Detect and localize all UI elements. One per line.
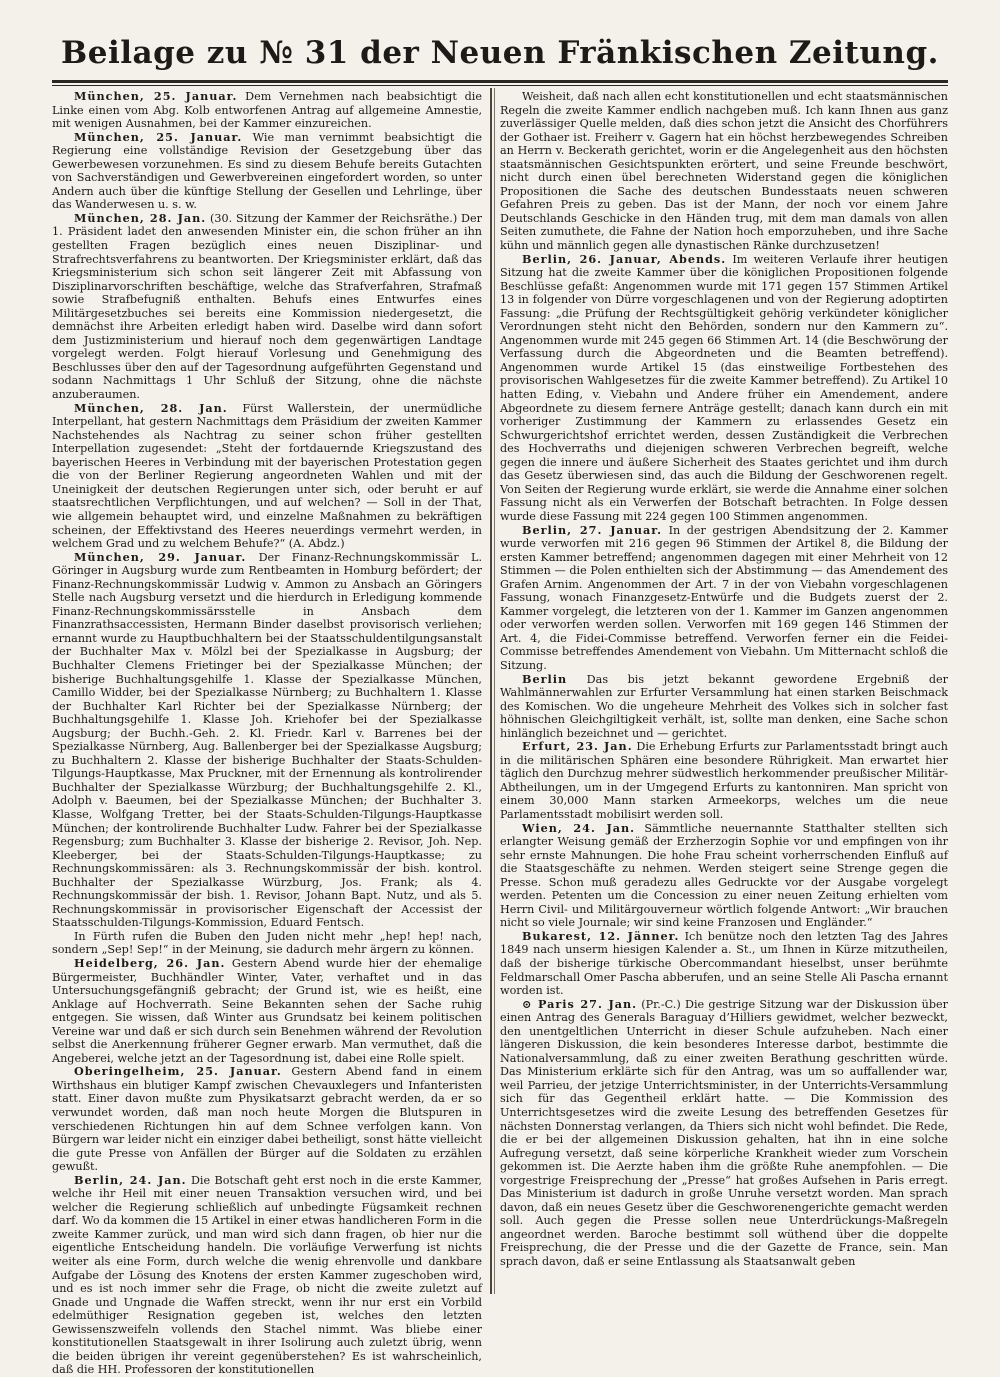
article-text: Ich benütze noch den letzten Tag des Jahres 1849 nach unserm hiesigen Kalender a. St., um Ihnen in Kürze mitzutheilen, daß der bisherige türkische Obercommandant hieselbst, unser berühmte Feldmarschall Omer Pascha abberufen, und an seine Stelle Ali Pascha ernannt worden ist. xyxy=(500,929,949,998)
article-paragraph xyxy=(500,998,948,1269)
article-paragraph xyxy=(52,957,482,1065)
dateline: München, 25. Januar. xyxy=(74,129,243,144)
article-paragraph xyxy=(500,740,948,821)
article-text: Gestern Abend wurde hier der ehemalige Bürgermeister, Buchhändler Winter, Vater, verhaftet und in das Untersuchungsgefängniß gebracht; der Grund ist, wie es heißt, eine Anklage auf Hochverrath. Seine Bekannten sehen der Sache ruhig entgegen. Sie wissen, daß Winter aus Grundsatz bei keinem politischen Vereine war und daß er sich durch sein Benehmen während der Revolution selbst die Anerkennung früherer Gegner erwarb. Man vermuthet, daß die Angeberei, welche jetzt an der Tagesordnung ist, dabei eine Rolle spielt. xyxy=(52,957,482,1065)
article-paragraph xyxy=(52,1174,482,1377)
dateline: Heidelberg, 26. Jan. xyxy=(74,956,226,970)
article-text: Der Finanz-Rechnungskommissär L. Göringer in Augsburg wurde zum Rentbeamten in Homburg befördert; der Finanz-Rechnungskommissär Ludwig v. Ammon zu Ansbach an Göringers Stelle nach Augsburg versetzt und die hierdurch in Erledigung kommende Finanz-Rechnungskommissärsstelle in Ansbach dem Finanzrathsaccessisten, Hermann Binder daselbst provisorisch verliehen; ernannt wurde zu Hauptbuchhaltern bei der Staatsschuldentilgungsanstalt der Buchhalter Max v. Mölzl bei der Spezialkasse in Augsburg; der Buchhalter Clemens Frietinger bei der Spezialkasse München; der bisherige Buchhaltungsgehilfe 1. Klasse der Spezialkasse München, Camillo Widder, bei der Spezialkasse Nürnberg; zu Buchhaltern 1. Klasse der Buchhalter Karl Richter bei der Spezialkasse Nürnberg; der Buchhaltungsgehilfe 1. Klasse Joh. Kriehofer bei der Spezialkasse Augsburg; der Buchh.-Geh. 2. Kl. Friedr. Karl v. Barrenes bei der Spezialkasse Nürnberg, Aug. Ballenberger bei der Spezialkasse Augsburg; zu Buchhaltern 2. Klasse der bisherige Buchhalter der Staats-Schulden-Tilgungs-Hauptkasse, Max Pruckner, mit der Ernennung als kontrolirender Buchhalter der Spezialkasse Würzburg; der Buchhaltungsgehilfe 2. Kl., Adolph v. Baeumen, bei der Spezialkasse München; der Buchhalter 3. Klasse, Wolfgang Tretter, bei der Staats-Schulden-Tilgungs-Hauptkasse München; der kontrolirende Buchhalter Ludw. Fahrer bei der Spezialkasse Regensburg; zum Buchhalter 3. Klasse der bisherige 2. Revisor, Joh. Nep. Kleeberger, bei der Staats-Schulden-Tilgungs-Hauptkasse; zu Rechnungskommissären: als 3. Rechnungskommissär der bish. kontrol. Buchhalter der Spezialkasse Würzburg, Jos. Frank; als 4. Rechnungskommissär der bish. 1. Revisor, Johann Bapt. Nutz, und als 5. Rechnungskommissär in provisorischer Eigenschaft der Accessist der Staatsschulden-Tilgungs-Kommission, Eduard Fentsch. xyxy=(52,550,482,930)
article-text: (Pr.-C.) Die gestrige Sitzung war der Diskussion über einen Antrag des Generals Baraguay d’Hilliers gewidmet, welcher bezweckt, den unentgeltlichen Unterricht in dieser Schule aufzuheben. Nach einer längeren Diskussion, die kein besonderes Interesse darbot, bestimmte die Nationalversammlung, daß zu einer zweiten Berathung geschritten würde. Das Ministerium erklärte sich für den Antrag, was um so auffallender war, weil Parrieu, der jetzige Unterrichtsminister, in der Unterrichts-Versammlung sich für das Gegentheil erklärt hatte. — Die Kommission des Unterrichtsgesetzes wird die zweite Lesung des betreffenden Gesetzes für nächsten Donnerstag verlangen, da Thiers sich nicht wohl befindet. Die Rede, die er bei der allgemeinen Diskussion gehalten, hat ihn in eine solche Aufregung versetzt, daß seine körperliche Krankheit wieder zum Vorschein gekommen ist. Die Aerzte haben ihm die größte Ruhe anempfohlen. — Die vorgestrige Freisprechung der „Presse“ hat großes Aufsehen in Paris erregt. Das Ministerium ist dadurch in große Unruhe versetzt worden. Man sprach davon, daß ein neues Gesetz über die Geschworenengerichte gemacht werden soll. Auch gegen die Presse sollen neue Unterdrückungs-Maßregeln angeordnet werden. Baroche bestimmt soll wüthend über die doppelte Freisprechung, die der Presse und die der Gazette de France, sein. Man sprach davon, daß er seine Entlassung als Staatsanwalt geben xyxy=(500,997,949,1269)
article-paragraph xyxy=(52,90,482,131)
article-text: (30. Sitzung der Kammer der Reichsräthe.) Der 1. Präsident ladet den anwesenden Minister ein, die schon früher an ihn gestellten Fragen bezüglich eines neuen Disziplinar- und Strafrechtsverfahrens zu beantworten. Der Kriegsminister erklärt, daß das Kriegsministerium sich schon seit längerer Zeit mit Abfassung von Disziplinarvorschriften beschäftige, welche das Strafverfahren, Strafmaß sowie Strafbefugniß enthalten. Behufs eines Entwurfes eines Militärgesetzbuches sei bereits eine Kommission niedergesetzt, die demnächst ihre Arbeiten erledigt haben wird. Daselbe wird dann sofort dem Justizministerium und hierauf noch dem gegenwärtigen Landtage vorgelegt werden. Folgt hierauf Vorlesung und Genehmigung des Beschlusses über den auf der Tagesordnung aufgeführten Gegenstand und sodann Nachmittags 1 Uhr Schluß der Sitzung, ohne die nächste anzuberaumen. xyxy=(52,211,482,402)
right-column xyxy=(500,90,948,1290)
article-text: Die Botschaft geht erst noch in die erste Kammer, welche ihr Heil mit einer neuen Transaktion versuchen wird, und bei welcher die Regierung schließlich auf unbedingte Fügsamkeit rechnen darf. Wo da kommen die 15 Artikel in einer etwas handlicheren Form in die zweite Kammer zurück, und man wird sich dann fragen, ob hier nur die eigentliche Entscheidung handeln. Die vorläufige Verwerfung ist nichts weiter als eine Form, durch welche die wenig ehrenvolle und dankbare Aufgabe der Lösung des Knotens der ersten Kammer zugeschoben wird, und es ist noch immer sehr die Frage, ob nicht die zweite zuletzt auf Gnade und Ungnade die Waffen streckt, wenn ihr nur erst ein Vorbild edelmüthiger Resignation gegeben ist, welches den letzten Gewissenszweifeln vollends den Stachel nimmt. Was bliebe einer konstitutionellen Staatsgewalt in ihrer Isolirung auch zuletzt übrig, wenn die beiden übrigen ihr vereint gegenüberstehen? Es ist wahrscheinlich, daß die HH. Professoren der konstitutionellen xyxy=(52,1173,482,1377)
article-paragraph xyxy=(52,212,482,402)
dateline: München, 29. Januar. xyxy=(74,549,247,564)
article-paragraph xyxy=(52,402,482,551)
left-column xyxy=(52,89,482,1377)
article-paragraph xyxy=(500,253,948,524)
dateline: München, 28. Jan. xyxy=(74,400,228,415)
article-text: Dem Vernehmen nach beabsichtigt die Linke einen vom Abg. Kolb entworfenen Antrag auf allgemeine Amnestie, mit wenigen Ausnahmen, bei der Kammer einzureichen. xyxy=(52,90,482,131)
article-text: Weisheit, daß nach allen echt konstitutionellen und echt staatsmännischen Regeln die zweite Kammer endlich nachgeben muß. Ich kann Ihnen aus ganz zuverlässiger Quelle melden, daß dies schon jetzt die Ansicht des Chorführers der Gothaer ist. Freiherr v. Gagern hat ein höchst herzbewegendes Schreiben an Herrn v. Beckerath gerichtet, worin er die Angelegenheit aus den höchsten staatsmännischen Gesichtspunkten erörtert, und seine Freunde beschwört, nicht durch einen übel berechneten Widerstand gegen die königlichen Propositionen die Sache des deutschen Bundesstaats neuen schweren Gefahren Preis zu geben. Das ist der Mann, der noch vor einem Jahre Deutschlands Geschicke in den Händen trug, mit dem man damals von allen Seiten zumuthete, die Fahne der Nation hoch emporzuheben, und ihre Sache kühn und männlich gegen alle dynastischen Ränke durchzusetzen! xyxy=(500,90,948,253)
dateline: Berlin, 26. Januar, Abends. xyxy=(522,251,727,266)
article-text: In Fürth rufen die Buben den Juden nicht mehr „hep! hep! nach, sondern „Sep! Sep!“ in der Meinung, sie dadurch mehr ärgern zu können. xyxy=(52,929,482,957)
header-rule xyxy=(52,80,948,83)
article-paragraph xyxy=(52,930,482,957)
dateline: Bukarest, 12. Jänner. xyxy=(522,928,680,943)
dateline: Erfurt, 23. Jan. xyxy=(522,739,633,754)
article-paragraph xyxy=(500,524,948,673)
article-text: In der gestrigen Abendsitzung der 2. Kammer wurde verworfen mit 216 gegen 96 Stimmen der Artikel 8, die Bildung der ersten Kammer betreffend; angenommen dagegen mit einer Mehrheit von 12 Stimmen — die Polen enthielten sich der Abstimmung — das Amendement des Grafen Arnim. Angenommen der Art. 7 in der von Viebahn vorgeschlagenen Fassung, wonach Finanzgesetz-Entwürfe und die Budgets zuerst der 2. Kammer vorgelegt, die letzteren von der 1. Kammer im Ganzen angenommen oder verworfen werden sollen. Verworfen mit 169 gegen 146 Stimmen der Art. 4, die Fidei-Commisse betreffend. Verworfen ferner ein die Feidei-Commisse betreffendes Amendement von Viebahn. Um Mitternacht schloß die Sitzung. xyxy=(500,523,948,672)
dateline: Berlin, 24. Jan. xyxy=(74,1172,187,1187)
article-paragraph xyxy=(52,131,482,212)
dateline: Wien, 24. Jan. xyxy=(522,820,636,835)
article-text: Fürst Wallerstein, der unermüdliche Interpellant, hat gestern Nachmittags dem Präsidium der zweiten Kammer Nachstehendes als Nachtrag zu seiner schon früher gestellten Interpellation zugesendet: „Steht der fortdauernde Kriegszustand des bayerischen Heeres in Verbindung mit der bayerischen Protestation gegen die von der Berliner Regierung angeordneten Wahlen und mit der Uneinigkeit der deutschen Regierungen unter sich, oder beruht er auf staatsrechtlichen Verpflichtungen, und auf welchen? — Soll in der That, wie allgemein behauptet wird, und einzelne Maßnahmen zu bekräftigen scheinen, der Effektivstand des Heeres neuerdings vermehrt werden, in welchem Grad und zu welchem Behufe?“ (A. Abdz.) xyxy=(52,401,482,551)
masthead-title: Beilage zu № 31 der Neuen Fränkischen Zeitung. xyxy=(61,35,939,71)
article-text: Das bis jetzt bekannt gewordene Ergebniß der Wahlmännerwahlen zur Erfurter Versammlung hat einen starken Beischmack des Komischen. Wo die ungeheure Mehrheit des Volkes sich in solcher fast höhnischen Gleichgiltigkeit verhält, ist, sollte man denken, eine Sache schon hinlänglich bezeichnet und — gerichtet. xyxy=(500,672,948,740)
dateline: Berlin, 27. Januar. xyxy=(522,522,663,537)
header-rule-thin xyxy=(52,85,948,86)
article-paragraph xyxy=(500,822,948,930)
dateline: Oberingelheim, 25. Januar. xyxy=(74,1064,282,1079)
article-paragraph xyxy=(52,551,482,930)
article-paragraph xyxy=(500,90,948,253)
column-divider xyxy=(490,88,492,1294)
dateline: ⊙ Paris 27. Jan. xyxy=(522,996,638,1011)
article-text: Im weiteren Verlaufe ihrer heutigen Sitzung hat die zweite Kammer über die königlichen Propositionen folgende Beschlüsse gefaßt: Angenommen wurde mit 171 gegen 157 Stimmen Artikel 13 in folgender von Dürre vorgeschlagenen und von der Regierung adoptirten Fassung: „die Prüfung der Rechtsgültigkeit gehörig verkündeter königlicher Verordnungen steht nicht den Behörden, sondern nur den Kammern zu“. Angenommen wurde mit 245 gegen 66 Stimmen Art. 14 (die Beschwörung der Verfassung durch die Abgeordneten und die Beamten betreffend). Angenommen wurde Artikel 15 (das einstweilige Fortbestehen des provisorischen Wahlgesetzes für die zweite Kammer betreffend). Zu Artikel 10 hatten Eding, v. Viebahn und Andere früher ein Amendement, andere Abgeordnete zu diesem fernere Anträge gestellt; danach kann durch ein mit vorheriger Zustimmung der Kammern zu erlassendes Gesetz ein Schwurgerichtshof errichtet werden, dessen Zuständigkeit die Verbrechen des Hochverraths und diejenigen schweren Verbrechen begreift, welche gegen die innere und äußere Sicherheit des Staates gerichtet und ihm durch das Gesetz überwiesen sind, das auch die Bildung der Geschworenen regelt. Von Seiten der Regierung wurde erklärt, sie werde die Annahme einer solchen Fassung nicht als ein Verwerfen der Botschaft betrachten. In Folge dessen wurde diese Fassung mit 224 gegen 100 Stimmen angenommen. xyxy=(500,252,949,523)
dateline: Berlin xyxy=(522,671,568,686)
article-text: Sämmtliche neuernannte Statthalter stellten sich erlangter Weisung gemäß der Erzherzogin Sophie vor und empfingen von ihr sehr ernste Mahnungen. Die hohe Frau scheint vorherrschenden Einfluß auf die Staatsgeschäfte zu nehmen. Werden steigert seine Strenge gegen die Presse. Schon muß geradezu alles Gedruckte vor der Ausgabe vorgelegt werden. Petenten um die Concession zu einer neuen Zeitung erhielten vom Herrn Civil- und Militärgouverneur wörtlich folgende Antwort: „Wir brauchen nicht so viele Journale; wir sind keine Franzosen und Engländer.“ xyxy=(500,821,949,930)
article-text: Die Erhebung Erfurts zur Parlamentsstadt bringt auch in die militärischen Sphären eine besondere Rührigkeit. Man erwartet hier täglich den Durchzug mehrer südwestlich herkommender preußischer Militär-Abtheilungen, um in der Umgegend Erfurts zu kantonniren. Man spricht von einem 30,000 Mann starken Armeekorps, welches um die neue Parlamentsstadt mobilisirt werden soll. xyxy=(500,740,948,821)
article-paragraph xyxy=(500,673,948,741)
article-text: Gestern Abend fand in einem Wirthshaus ein blutiger Kampf zwischen Chevauxlegers und Infanteristen statt. Einer davon mußte zum Physikatsarzt gebracht werden, da er so verwundet worden, daß man noch heute Morgen die Blutspuren in verschiedenen Richtungen hin auf dem Schnee verfolgen kann. Von Bürgern war leider nicht ein einziger dabei betheiligt, sonst hätte vielleicht die gute Presse von Anfällen der Bürger auf die Soldaten zu erzählen gewußt. xyxy=(52,1065,482,1174)
column-divider-thin xyxy=(494,88,495,1294)
dateline: München, 28. Jan. xyxy=(74,210,207,225)
dateline: München, 25. Januar. xyxy=(74,89,238,103)
article-text: Wie man vernimmt beabsichtigt die Regierung eine vollständige Revision der Gesetzgebung über das Gewerbewesen vorzunehmen. Es sind zu diesem Behufe bereits Gutachten von Sachverständigen und Gewerbvereinen eingefordert worden, so unter Andern auch über die künftige Stellung der Gesellen und Lehrlinge, über das Wanderwesen u. s. w. xyxy=(52,130,482,212)
article-paragraph xyxy=(52,1065,482,1173)
article-paragraph xyxy=(500,930,948,998)
